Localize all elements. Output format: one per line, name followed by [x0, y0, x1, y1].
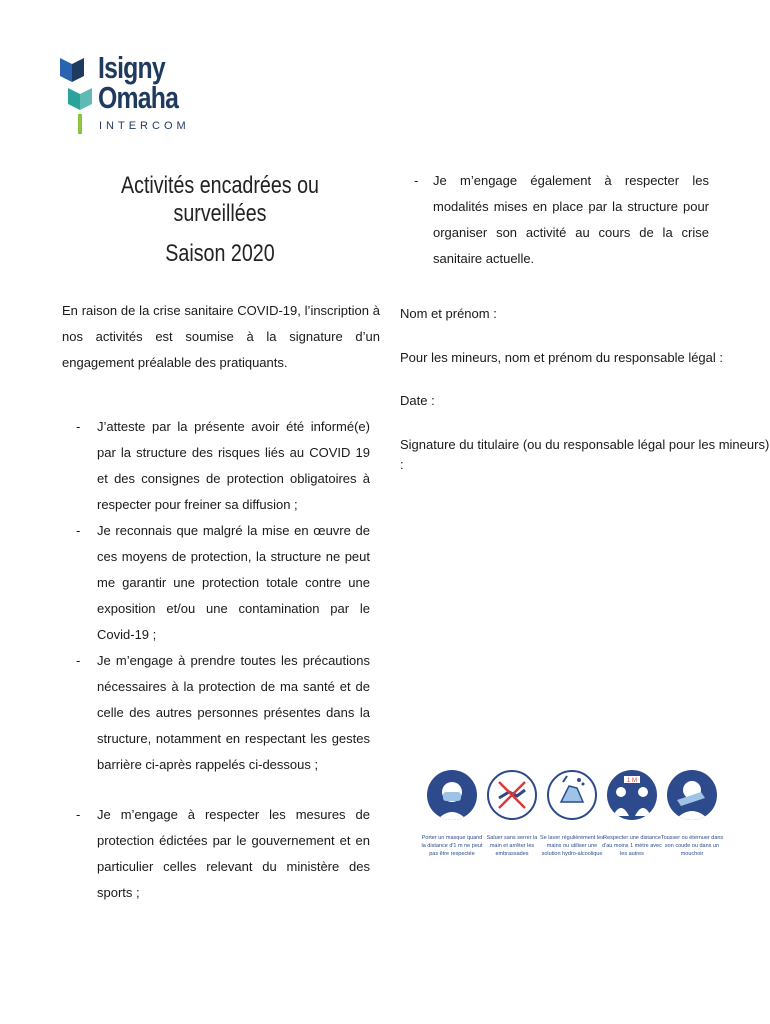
barrier-item — [540, 770, 604, 858]
list-item-text: Je m’engage également à respecter les modalités mises en place par la structure pour organiser son activité au cours de la crise sanitaire actuelle. — [433, 173, 709, 266]
page-title: Activités encadrées ou surveillées — [120, 172, 320, 227]
barrier-item — [660, 770, 724, 858]
date-field-label: Date : — [400, 393, 435, 408]
guardian-field-label: Pour les mineurs, nom et prénom du responsable légal : — [400, 350, 724, 365]
list-dash: - — [76, 523, 81, 538]
list-dash: - — [76, 653, 81, 668]
isigny-omaha-logo — [58, 52, 188, 137]
cough-elbow-icon — [667, 770, 717, 820]
list-dash: - — [76, 419, 81, 434]
distance-icon — [607, 770, 657, 820]
logo-mark-icon — [58, 52, 100, 137]
signature-field-label: Signature du titulaire (ou du responsable légal pour les mineurs) : — [400, 437, 770, 472]
distance-label: 1 M — [626, 778, 638, 784]
list-dash: - — [76, 807, 81, 822]
barrier-caption: Porter un masque quand la distance d'1 m ne peut pas être respectée — [421, 835, 483, 857]
season-title: Saison 2020 — [165, 240, 275, 267]
barrier-caption: Se laver régulièrement les mains ou utiliser une solution hydro-alcoolique — [540, 835, 604, 857]
barrier-item — [420, 770, 484, 858]
list-item-text: Je m’engage à prendre toutes les précautions nécessaires à la protection de ma santé et de celle des autres personnes présentes dans la structure, notamment en respectant les gestes barrière ci-après rappelés ci-dessous ; — [97, 653, 370, 772]
list-item-text: J’atteste par la présente avoir été informé(e) par la structure des risques liés au COVID 19 et des consignes de protection obligatoires à respecter pour freiner sa diffusion ; — [97, 419, 370, 512]
intro-paragraph: En raison de la crise sanitaire COVID-19, l’inscription à nos activités est soumise à la signature d’un engagement préalable des pratiquants. — [62, 303, 380, 370]
mask-icon — [427, 770, 477, 820]
barrier-caption: Tousser ou éternuer dans son coude ou dans un mouchoir — [660, 835, 724, 857]
barrier-gestures — [420, 770, 724, 880]
logo-omaha-text: Omaha — [98, 80, 179, 115]
list-item-text: Je reconnais que malgré la mise en œuvre de ces moyens de protection, la structure ne peut me garantir une protection totale contre une exposition et/ou une contamination par le Covid-19 ; — [97, 523, 370, 642]
hand-wash-icon — [547, 770, 597, 820]
barrier-caption: Saluer sans serrer la main et arrêter les embrassades — [486, 835, 538, 857]
logo-isigny-text: Isigny — [98, 50, 165, 85]
no-handshake-icon — [487, 770, 537, 820]
barrier-item — [600, 770, 664, 858]
list-item-text: Je m’engage à respecter les mesures de protection édictées par le gouvernement et en particulier celles relevant du ministère des sports ; — [97, 807, 370, 900]
name-field-label: Nom et prénom : — [400, 306, 497, 321]
barrier-item — [480, 770, 544, 858]
list-dash: - — [414, 173, 419, 188]
logo-intercom-text: INTERCOM — [99, 120, 190, 132]
barrier-caption: Respecter une distance d'au moins 1 mètre avec les autres — [602, 835, 662, 857]
